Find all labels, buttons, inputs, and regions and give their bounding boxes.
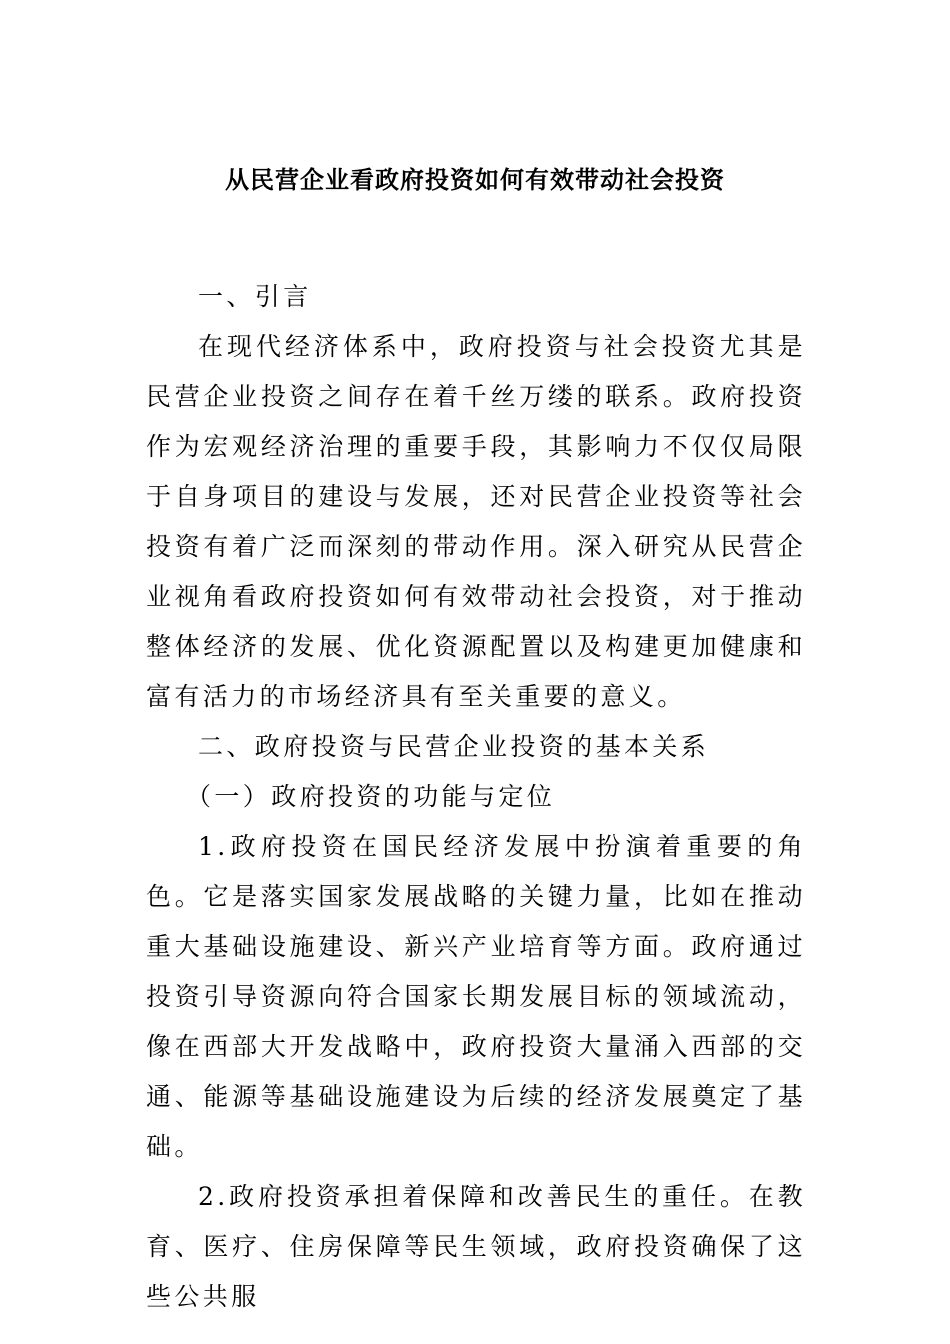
document-title: 从民营企业看政府投资如何有效带动社会投资 — [225, 165, 725, 194]
section-heading-introduction: 一、引言 — [198, 282, 312, 311]
document-body — [146, 272, 806, 1322]
point-2-paragraph: 2.政府投资承担着保障和改善民生的重任。在教育、医疗、住房保障等民生领域，政府投资确保了这些公共服 — [146, 1182, 806, 1311]
introduction-paragraph: 在现代经济体系中，政府投资与社会投资尤其是民营企业投资之间存在着千丝万缕的联系。政府投资作为宏观经济治理的重要手段，其影响力不仅仅局限于自身项目的建设与发展，还对民营企业投资等社会投资有着广泛而深刻的带动作用。深入研究从民营企业视角看政府投资如何有效带动社会投资，对于推动整体经济的发展、优化资源配置以及构建更加健康和富有活力的市场经济具有至关重要的意义。 — [146, 332, 806, 711]
point-1-paragraph: 1.政府投资在国民经济发展中扮演着重要的角色。它是落实国家发展战略的关键力量，比如在推动重大基础设施建设、新兴产业培育等方面。政府通过投资引导资源向符合国家长期发展目标的领域流动，像在西部大开发战略中，政府投资大量涌入西部的交通、能源等基础设施建设为后续的经济发展奠定了基础。 — [146, 832, 806, 1161]
subsection-heading-function-positioning: （一）政府投资的功能与定位 — [186, 782, 556, 811]
section-heading-basic-relationship: 二、政府投资与民营企业投资的基本关系 — [198, 732, 710, 761]
